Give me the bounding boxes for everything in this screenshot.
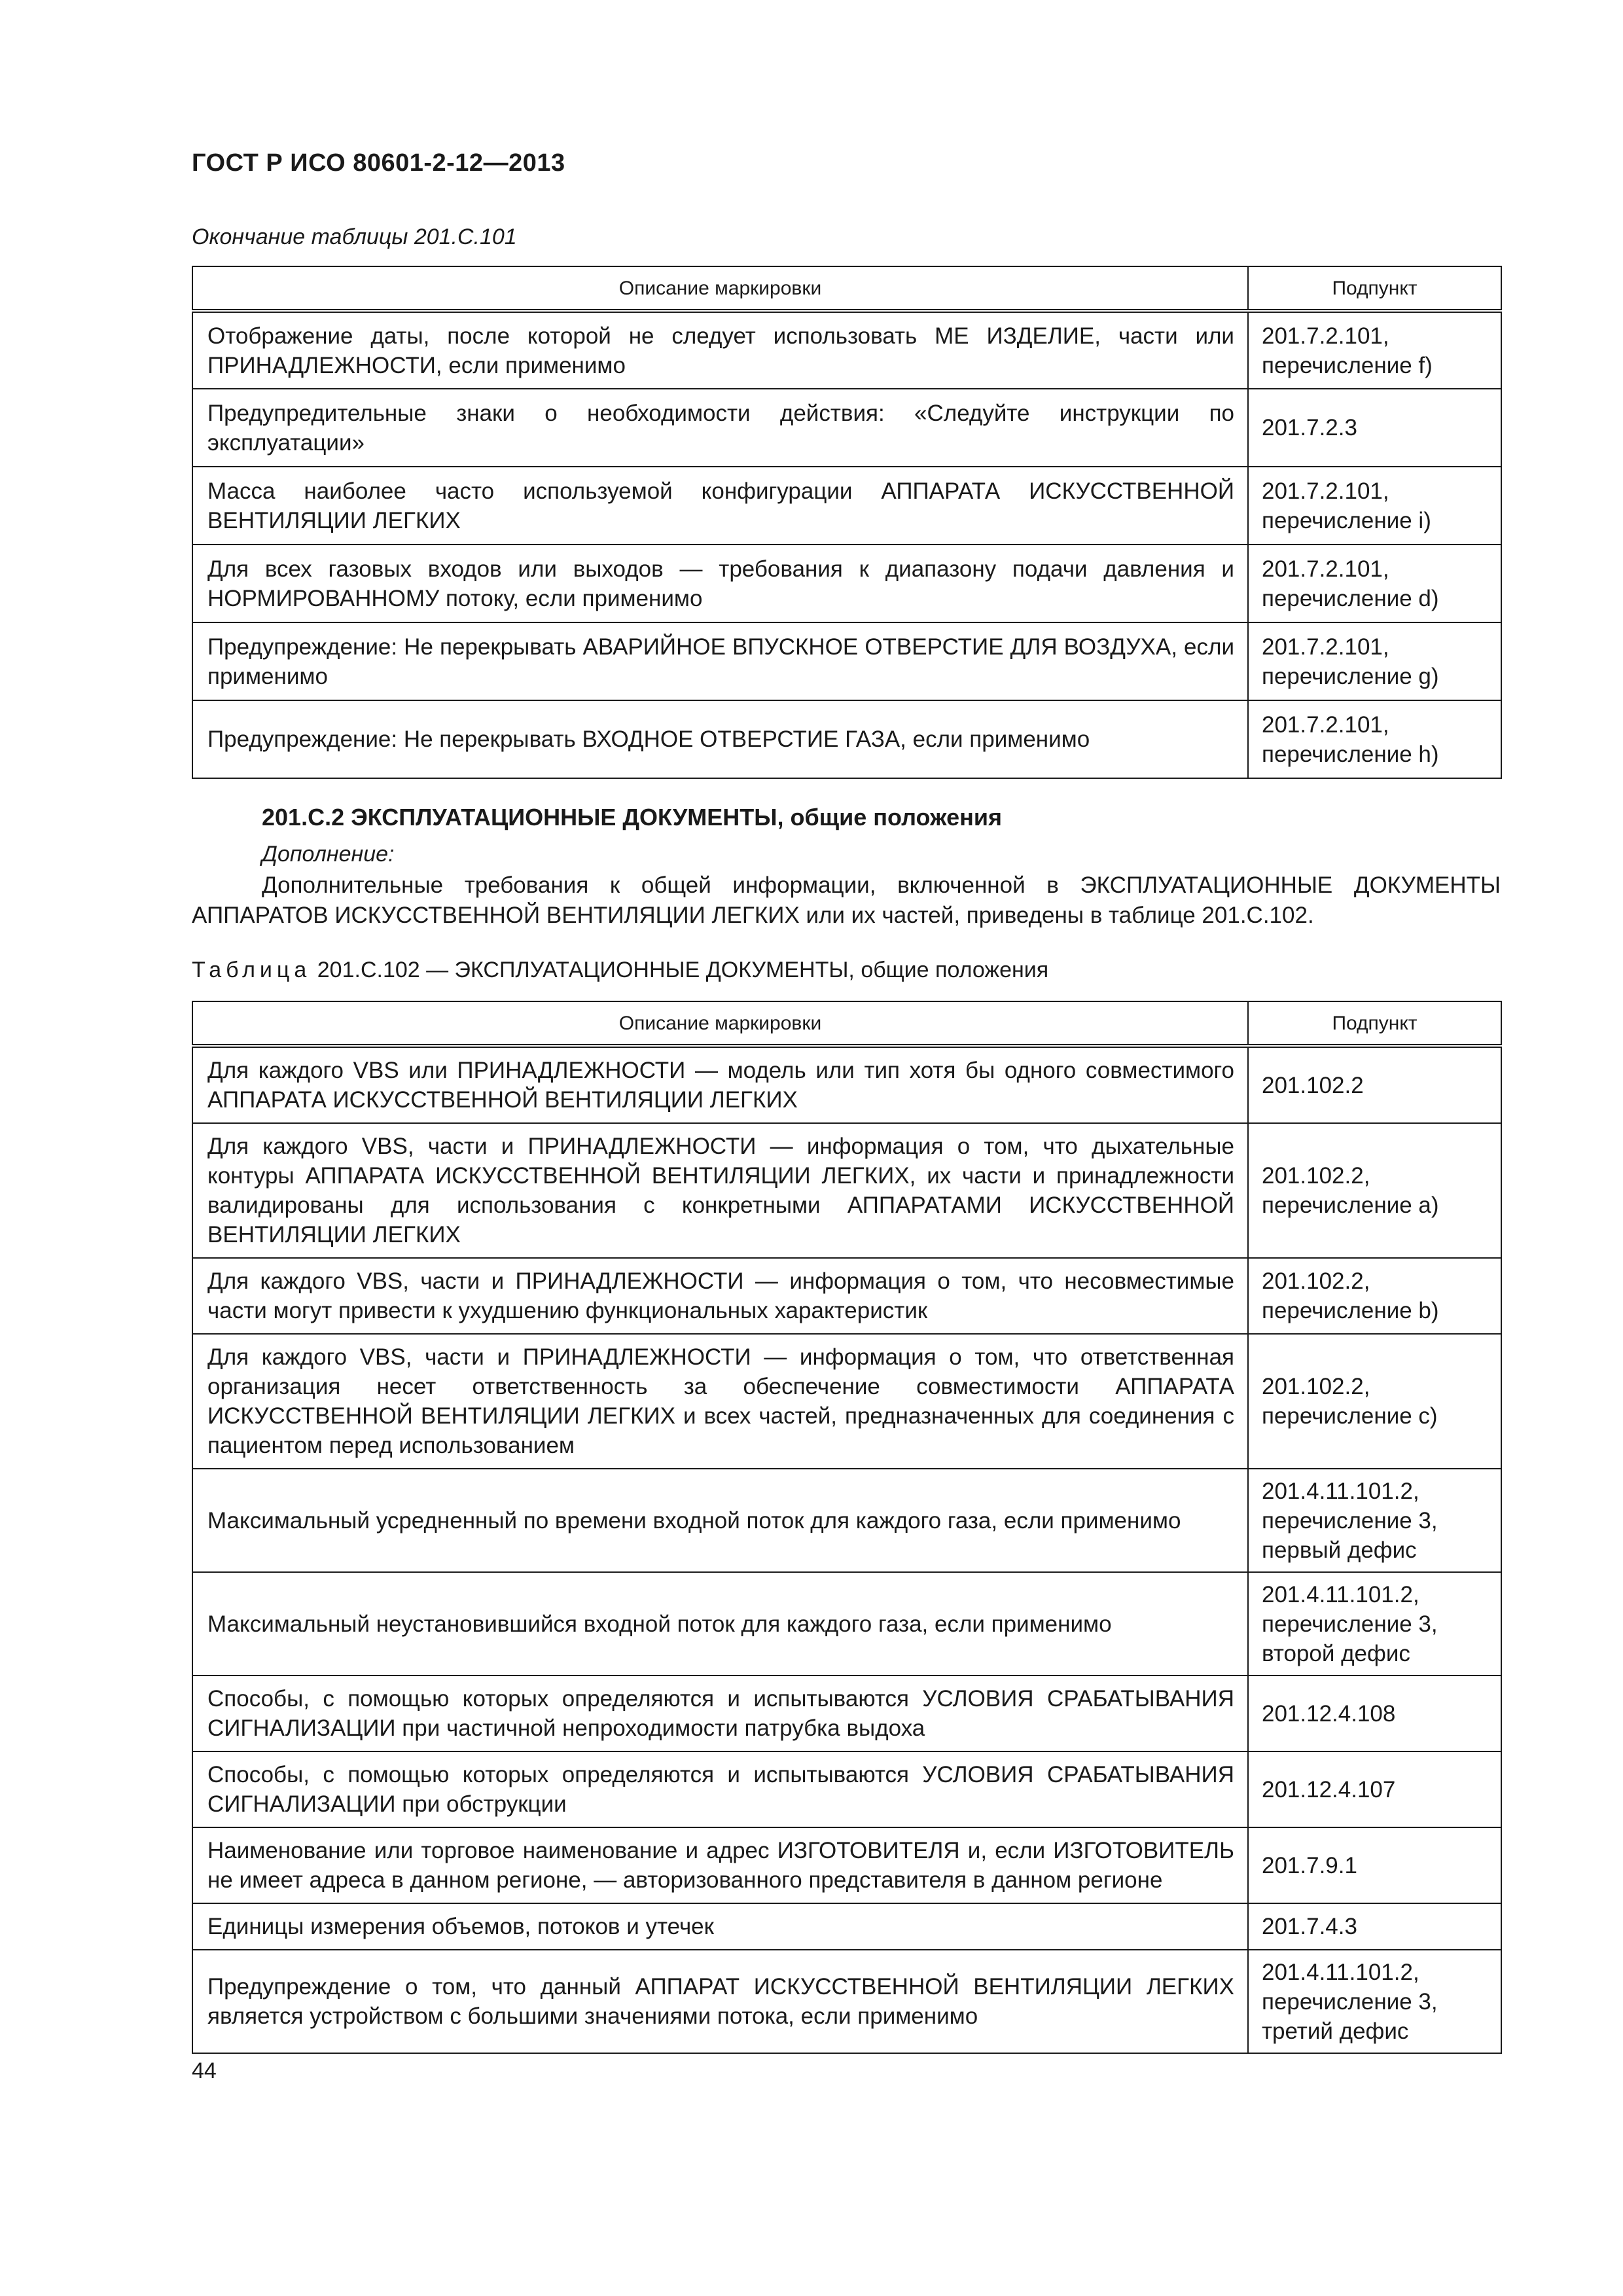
row-description: Предупреждение о том, что данный АППАРАТ ИСКУССТВЕННОЙ ВЕНТИЛЯЦИИ ЛЕГКИХ является устройством с большими значениями потока, если применимо (192, 1950, 1248, 2053)
table-row (192, 1123, 1501, 1258)
row-subclause: 201.12.4.107 (1248, 1751, 1501, 1827)
row-subclause: 201.7.2.101, перечисление i) (1248, 467, 1501, 545)
table-row (192, 1903, 1501, 1950)
row-subclause: 201.7.2.101, перечисление f) (1248, 311, 1501, 389)
table-row (192, 1751, 1501, 1827)
row-description: Способы, с помощью которых определяются и испытываются УСЛОВИЯ СРАБАТЫВАНИЯ СИГНАЛИЗАЦИИ при частичной непроходимости патрубка выдоха (192, 1676, 1248, 1751)
table-row (192, 389, 1501, 467)
row-description: Предупреждение: Не перекрывать АВАРИЙНОЕ ВПУСКНОЕ ОТВЕРСТИЕ ДЛЯ ВОЗДУХА, если применимо (192, 622, 1248, 700)
table2-caption-text: 201.С.102 — ЭКСПЛУАТАЦИОННЫЕ ДОКУМЕНТЫ, общие положения (317, 958, 1049, 982)
table2-caption (192, 958, 1048, 983)
document-title: ГОСТ Р ИСО 80601-2-12—2013 (192, 149, 565, 177)
table-row (192, 1676, 1501, 1751)
row-description: Для каждого VBS или ПРИНАДЛЕЖНОСТИ — модель или тип хотя бы одного совместимого АППАРАТА ИСКУССТВЕННОЙ ВЕНТИЛЯЦИИ ЛЕГКИХ (192, 1046, 1248, 1123)
column-header-subclause: Подпункт (1248, 266, 1501, 311)
row-subclause: 201.7.2.3 (1248, 389, 1501, 467)
table-row (192, 1469, 1501, 1572)
addition-label: Дополнение: (262, 842, 395, 867)
row-subclause: 201.7.2.101, перечисление d) (1248, 545, 1501, 622)
page-number: 44 (192, 2058, 217, 2083)
row-subclause: 201.4.11.101.2, перечисление 3, третий дефис (1248, 1950, 1501, 2053)
row-subclause: 201.4.11.101.2, перечисление 3, первый дефис (1248, 1469, 1501, 1572)
row-subclause: 201.7.2.101, перечисление h) (1248, 700, 1501, 778)
table2-body (192, 1046, 1501, 2053)
table-row (192, 622, 1501, 700)
table-row (192, 1046, 1501, 1123)
row-subclause: 201.102.2, перечисление b) (1248, 1258, 1501, 1334)
row-description: Для каждого VBS, части и ПРИНАДЛЕЖНОСТИ — информация о том, что ответственная организация несет ответственность за обеспечение совместимости АППАРАТА ИСКУССТВЕННОЙ ВЕНТИЛЯЦИИ ЛЕГКИХ и всех частей, предназначенных для соединения с пациентом перед использованием (192, 1334, 1248, 1469)
table-row (192, 467, 1501, 545)
row-description: Для всех газовых входов или выходов — требования к диапазону подачи давления и НОРМИРОВАННОМУ потоку, если применимо (192, 545, 1248, 622)
column-header-subclause: Подпункт (1248, 1001, 1501, 1046)
table1-caption: Окончание таблицы 201.С.101 (192, 224, 517, 249)
row-description: Максимальный усредненный по времени входной поток для каждого газа, если применимо (192, 1469, 1248, 1572)
table-201-c-102 (192, 1001, 1502, 2054)
table-row (192, 1950, 1501, 2053)
row-description: Единицы измерения объемов, потоков и утечек (192, 1903, 1248, 1950)
row-description: Предупредительные знаки о необходимости действия: «Следуйте инструкции по эксплуатации» (192, 389, 1248, 467)
table2-caption-label: Таблица (192, 958, 312, 982)
row-description: Наименование или торговое наименование и адрес ИЗГОТОВИТЕЛЯ и, если ИЗГОТОВИТЕЛЬ не имеет адреса в данном регионе, — авторизованного представителя в данном регионе (192, 1827, 1248, 1903)
table1-body (192, 311, 1501, 778)
table-header-row (192, 266, 1501, 311)
table-row (192, 311, 1501, 389)
row-subclause: 201.102.2, перечисление a) (1248, 1123, 1501, 1258)
table-row (192, 700, 1501, 778)
row-subclause: 201.12.4.108 (1248, 1676, 1501, 1751)
row-subclause: 201.7.2.101, перечисление g) (1248, 622, 1501, 700)
row-subclause: 201.7.4.3 (1248, 1903, 1501, 1950)
table-row (192, 545, 1501, 622)
row-description: Для каждого VBS, части и ПРИНАДЛЕЖНОСТИ — информация о том, что несовместимые части могут привести к ухудшению функциональных характеристик (192, 1258, 1248, 1334)
row-subclause: 201.102.2 (1248, 1046, 1501, 1123)
column-header-description: Описание маркировки (192, 1001, 1248, 1046)
section-paragraph: Дополнительные требования к общей информации, включенной в ЭКСПЛУАТАЦИОННЫЕ ДОКУМЕНТЫ АППАРАТОВ ИСКУССТВЕННОЙ ВЕНТИЛЯЦИИ ЛЕГКИХ или их частей, приведены в таблице 201.С.102. (192, 872, 1501, 928)
table-row (192, 1334, 1501, 1469)
table-row (192, 1827, 1501, 1903)
column-header-description: Описание маркировки (192, 266, 1248, 311)
row-subclause: 201.7.9.1 (1248, 1827, 1501, 1903)
row-description: Способы, с помощью которых определяются и испытываются УСЛОВИЯ СРАБАТЫВАНИЯ СИГНАЛИЗАЦИИ при обструкции (192, 1751, 1248, 1827)
table-header-row (192, 1001, 1501, 1046)
row-subclause: 201.102.2, перечисление c) (1248, 1334, 1501, 1469)
table-row (192, 1572, 1501, 1676)
row-description: Масса наиболее часто используемой конфигурации АППАРАТА ИСКУССТВЕННОЙ ВЕНТИЛЯЦИИ ЛЕГКИХ (192, 467, 1248, 545)
row-subclause: 201.4.11.101.2, перечисление 3, второй дефис (1248, 1572, 1501, 1676)
row-description: Для каждого VBS, части и ПРИНАДЛЕЖНОСТИ — информация о том, что дыхательные контуры АППАРАТА ИСКУССТВЕННОЙ ВЕНТИЛЯЦИИ ЛЕГКИХ, их части и принадлежности валидированы для использования с конкретными АППАРАТАМИ ИСКУССТВЕННОЙ ВЕНТИЛЯЦИИ ЛЕГКИХ (192, 1123, 1248, 1258)
row-description: Предупреждение: Не перекрывать ВХОДНОЕ ОТВЕРСТИЕ ГАЗА, если применимо (192, 700, 1248, 778)
table-201-c-101 (192, 266, 1502, 779)
row-description: Максимальный неустановившийся входной поток для каждого газа, если применимо (192, 1572, 1248, 1676)
section-heading: 201.С.2 ЭКСПЛУАТАЦИОННЫЕ ДОКУМЕНТЫ, общие положения (262, 804, 1002, 831)
row-description: Отображение даты, после которой не следует использовать МЕ ИЗДЕЛИЕ, части или ПРИНАДЛЕЖНОСТИ, если применимо (192, 311, 1248, 389)
table-row (192, 1258, 1501, 1334)
